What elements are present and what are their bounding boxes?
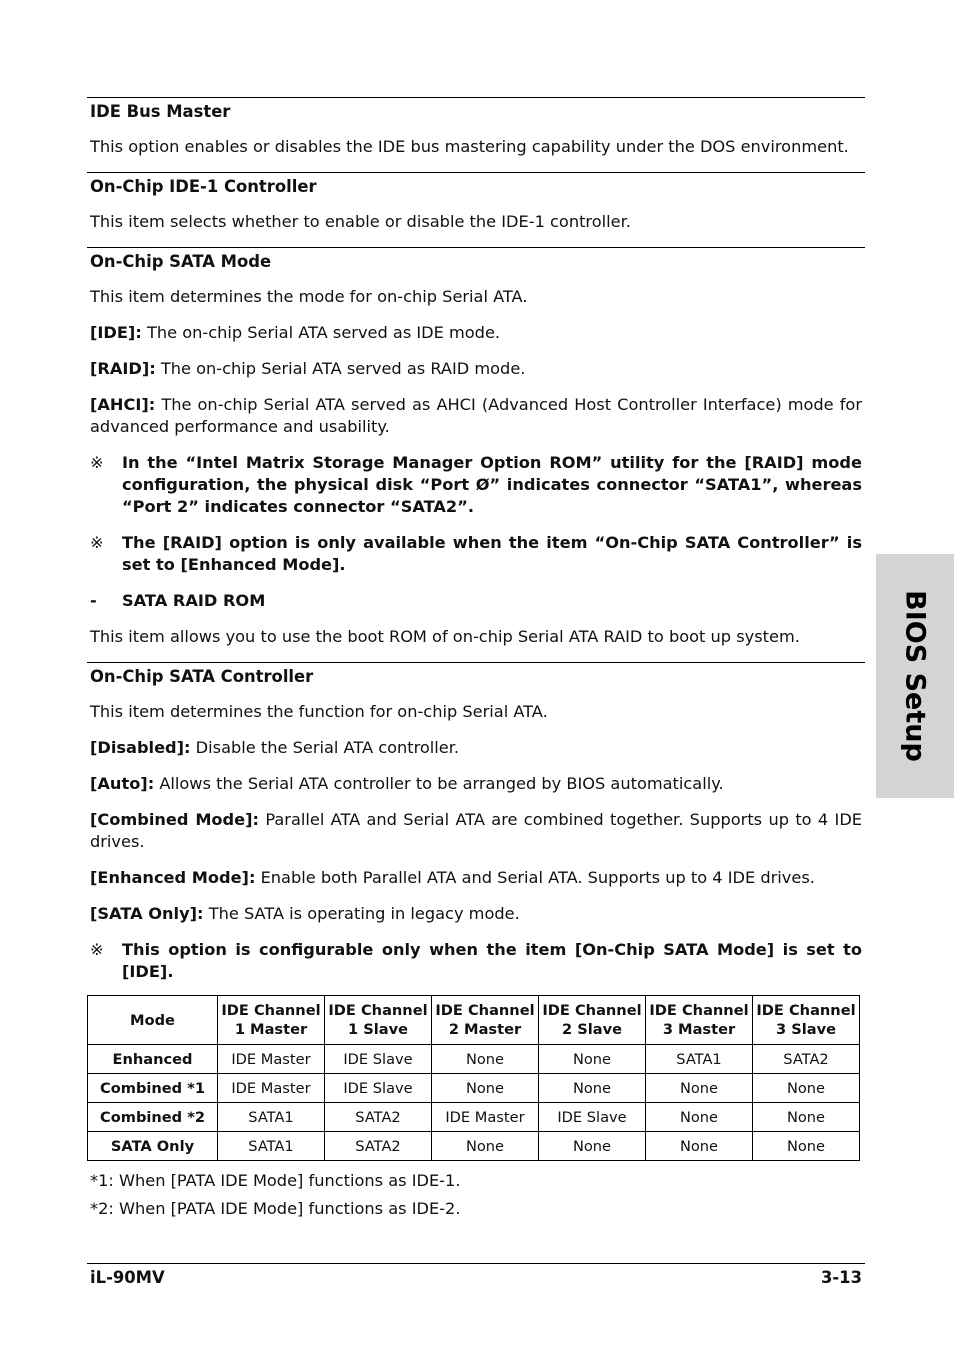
table-header-cell: Mode [88, 996, 218, 1045]
note-raid-port [90, 452, 862, 518]
option-ide [90, 322, 862, 344]
table-cell: IDE Master [218, 1074, 325, 1103]
table-cell: None [646, 1074, 753, 1103]
subitem-description: This item allows you to use the boot ROM of on-chip Serial ATA RAID to boot up system. [90, 627, 800, 646]
table-cell: SATA1 [218, 1132, 325, 1161]
subitem-dash: - [90, 591, 97, 610]
option-text: Disable the Serial ATA controller. [190, 738, 460, 757]
option-raid [90, 358, 862, 380]
subitem-title: SATA RAID ROM [122, 591, 266, 610]
table-row [88, 1132, 860, 1161]
table-cell: SATA2 [753, 1045, 860, 1074]
table-cell: Combined *1 [88, 1074, 218, 1103]
option-auto [90, 773, 862, 795]
table-row [88, 1074, 860, 1103]
table-cell: IDE Master [432, 1103, 539, 1132]
option-label: [Auto]: [90, 774, 155, 793]
ide-channel-table [87, 995, 860, 1161]
table-header-cell: IDE Channel 2 Master [432, 996, 539, 1045]
note-mark-icon: ※ [90, 940, 104, 959]
option-combined [90, 809, 862, 853]
option-ahci [90, 394, 862, 438]
table-cell: None [432, 1045, 539, 1074]
note-text: The [RAID] option is only available when the item “On-Chip SATA Controller” is set to [Enhanced Mode]. [122, 533, 862, 574]
section-title: IDE Bus Master [90, 102, 231, 121]
table-header-cell: IDE Channel 1 Master [218, 996, 325, 1045]
table-cell: None [753, 1074, 860, 1103]
table-cell: IDE Master [218, 1045, 325, 1074]
option-disabled [90, 737, 862, 759]
table-cell: None [646, 1132, 753, 1161]
table-cell: None [432, 1074, 539, 1103]
table-row [88, 1045, 860, 1074]
table-header-cell: IDE Channel 2 Slave [539, 996, 646, 1045]
subitem-sata-raid-rom [90, 590, 862, 612]
table-cell: SATA2 [325, 1103, 432, 1132]
option-text: Enable both Parallel ATA and Serial ATA. Supports up to 4 IDE drives. [255, 868, 815, 887]
table-cell: IDE Slave [325, 1045, 432, 1074]
option-label: [Combined Mode]: [90, 810, 259, 829]
table-cell: SATA2 [325, 1132, 432, 1161]
footnote-2: *2: When [PATA IDE Mode] functions as IDE-2. [90, 1199, 461, 1218]
table-header-cell: IDE Channel 3 Slave [753, 996, 860, 1045]
section-sata-mode [87, 247, 865, 648]
table-header-row [88, 996, 860, 1045]
table-header-cell: IDE Channel 1 Slave [325, 996, 432, 1045]
table-cell: SATA1 [218, 1103, 325, 1132]
table-cell: None [753, 1103, 860, 1132]
section-description: This item determines the function for on-chip Serial ATA. [90, 702, 548, 721]
section-description: This item determines the mode for on-chip Serial ATA. [90, 287, 528, 306]
table-cell: SATA Only [88, 1132, 218, 1161]
option-label: [AHCI]: [90, 395, 156, 414]
table-cell: IDE Slave [539, 1103, 646, 1132]
footer-page-number: 3-13 [820, 1268, 862, 1287]
note-ide-requirement [90, 939, 862, 983]
option-label: [IDE]: [90, 323, 142, 342]
table-cell: None [539, 1132, 646, 1161]
page-content [87, 97, 865, 1220]
option-sata-only [90, 903, 862, 925]
option-text: Allows the Serial ATA controller to be arranged by BIOS automatically. [154, 774, 724, 793]
table-cell: None [753, 1132, 860, 1161]
option-text: The on-chip Serial ATA served as AHCI (Advanced Host Controller Interface) mode for advanced performance and usability. [90, 395, 862, 436]
section-sata-controller [87, 662, 865, 1220]
side-chapter-tab [876, 554, 954, 798]
option-text: The on-chip Serial ATA served as IDE mode. [141, 323, 501, 342]
table-cell: None [539, 1045, 646, 1074]
table-cell: None [646, 1103, 753, 1132]
note-text: This option is configurable only when the item [On-Chip SATA Mode] is set to [IDE]. [122, 940, 862, 981]
table-cell: SATA1 [646, 1045, 753, 1074]
note-text: In the “Intel Matrix Storage Manager Option ROM” utility for the [RAID] mode configuration, the physical disk “Port Ø” indicates connector “SATA1”, whereas “Port 2” indicates connector “SATA2”. [122, 453, 862, 516]
note-raid-availability [90, 532, 862, 576]
page-footer [87, 1263, 865, 1287]
footnote-1: *1: When [PATA IDE Mode] functions as IDE-1. [90, 1171, 461, 1190]
footer-model: iL-90MV [90, 1268, 165, 1287]
note-mark-icon: ※ [90, 533, 104, 552]
side-chapter-label: BIOS Setup [899, 590, 931, 762]
table-cell: None [539, 1074, 646, 1103]
option-label: [SATA Only]: [90, 904, 204, 923]
section-description: This item selects whether to enable or disable the IDE-1 controller. [90, 212, 631, 231]
table-row [88, 1103, 860, 1132]
option-enhanced [90, 867, 862, 889]
option-label: [Disabled]: [90, 738, 191, 757]
section-ide-bus-master [87, 97, 865, 158]
option-label: [RAID]: [90, 359, 156, 378]
option-label: [Enhanced Mode]: [90, 868, 256, 887]
section-title: On-Chip SATA Mode [90, 252, 272, 271]
note-mark-icon: ※ [90, 453, 104, 472]
table-header-cell: IDE Channel 3 Master [646, 996, 753, 1045]
option-text: The on-chip Serial ATA served as RAID mode. [155, 359, 526, 378]
option-text: Parallel ATA and Serial ATA are combined together. Supports up to 4 IDE drives. [90, 810, 863, 851]
section-title: On-Chip SATA Controller [90, 667, 314, 686]
table-cell: Enhanced [88, 1045, 218, 1074]
table-cell: None [432, 1132, 539, 1161]
table-cell: Combined *2 [88, 1103, 218, 1132]
section-ide1-controller [87, 172, 865, 233]
table-cell: IDE Slave [325, 1074, 432, 1103]
option-text: The SATA is operating in legacy mode. [203, 904, 520, 923]
section-title: On-Chip IDE-1 Controller [90, 177, 317, 196]
section-description: This option enables or disables the IDE bus mastering capability under the DOS environment. [90, 137, 849, 156]
